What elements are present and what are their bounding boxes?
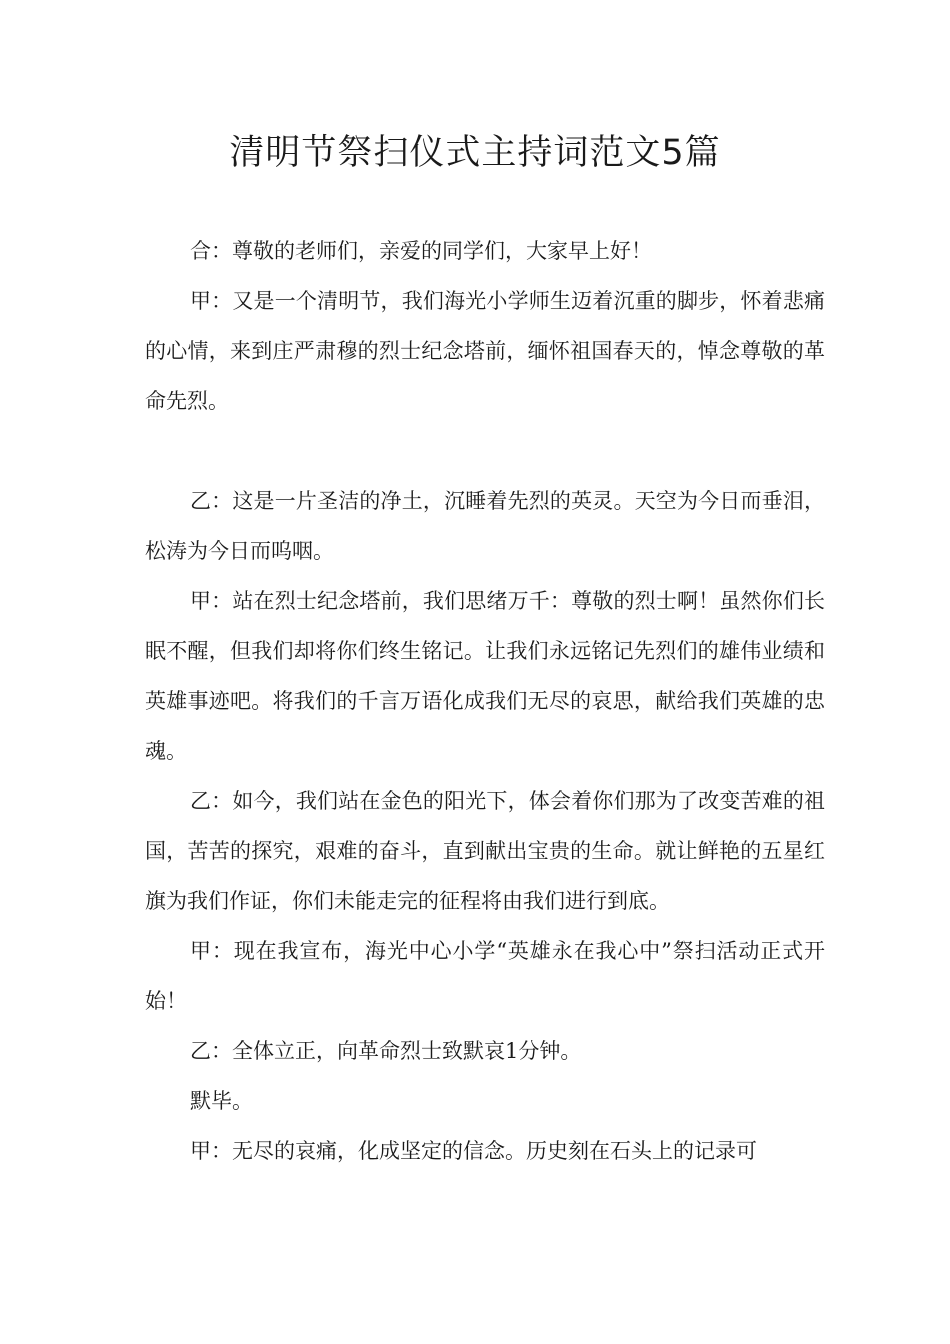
- document-title: 清明节祭扫仪式主持词范文5篇: [229, 133, 721, 173]
- paragraph-opening: 甲：又是一个清明节，我们海光小学师生迈着沉重的脚步，怀着悲痛的心情，来到庄严肃穆的烈士纪念塔前，缅怀祖国春天的，悼念尊敬的革命先烈。: [145, 289, 825, 413]
- paragraph-silence-end: 默毕。: [190, 1089, 253, 1113]
- paragraph-announcement: 甲：现在我宣布，海光中心小学“英雄永在我心中”祭扫活动正式开始！: [145, 939, 825, 1013]
- paragraph-holy-land: 乙：这是一片圣洁的净土，沉睡着先烈的英灵。天空为今日而垂泪，松涛为今日而呜咽。: [145, 489, 825, 563]
- paragraph-belief: 甲：无尽的哀痛，化成坚定的信念。历史刻在石头上的记录可: [190, 1139, 757, 1163]
- paragraph-sunshine: 乙：如今，我们站在金色的阳光下，体会着你们那为了改变苦难的祖国，苦苦的探究，艰难的奋斗，直到献出宝贵的生命。就让鲜艳的五星红旗为我们作证，你们未能走完的征程将由我们进行到底。: [145, 789, 825, 913]
- paragraph-gap: [145, 426, 825, 476]
- paragraph-tribute: 甲：站在烈士纪念塔前，我们思绪万千：尊敬的烈士啊！虽然你们长眠不醒，但我们却将你们终生铭记。让我们永远铭记先烈们的雄伟业绩和英雄事迹吧。将我们的千言万语化成我们无尽的哀思，献给我们英雄的忠魂。: [145, 589, 825, 763]
- paragraph-silence: 乙：全体立正，向革命烈士致默哀1分钟。: [190, 1039, 582, 1063]
- paragraph-greeting: 合：尊敬的老师们，亲爱的同学们，大家早上好！: [190, 239, 652, 263]
- document-body: [145, 226, 825, 1176]
